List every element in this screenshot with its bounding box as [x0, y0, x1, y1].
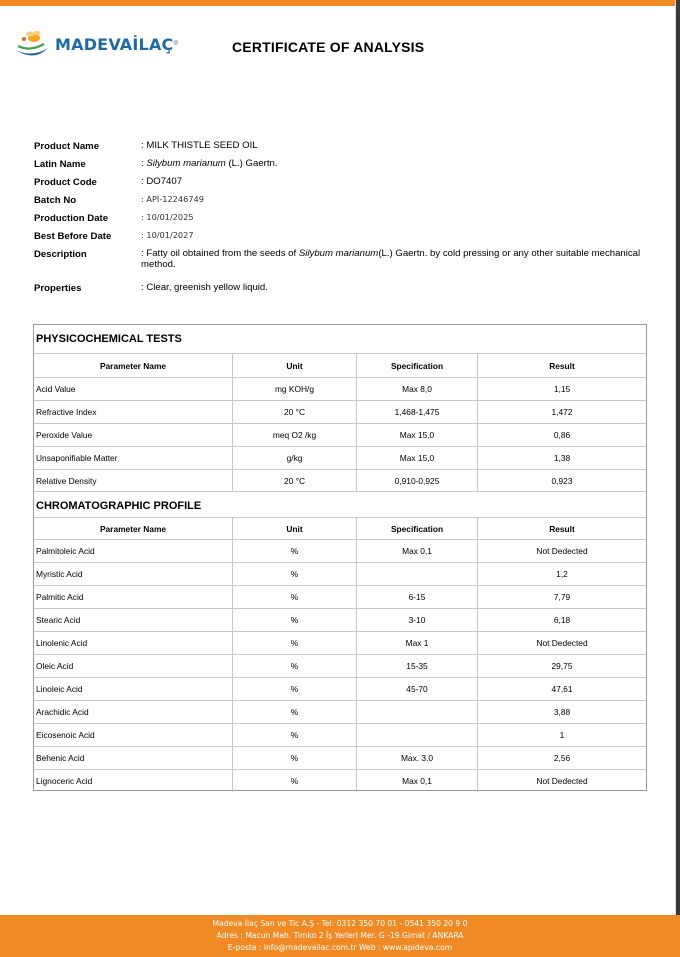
product-name-value: : MILK THISTLE SEED OIL: [141, 140, 258, 151]
specification-cell: Max 1: [357, 632, 478, 654]
result-cell: 3,88: [553, 707, 571, 717]
column-header: Unit: [233, 354, 357, 377]
table-row: [34, 700, 646, 723]
unit-cell: %: [233, 609, 357, 631]
parameter-cell: Acid Value: [34, 378, 233, 400]
properties-value: : Clear, greenish yellow liquid.: [141, 282, 268, 293]
description-row: [34, 247, 644, 281]
product-code-row: [34, 175, 644, 193]
latin-name-value: : Silybum marianum (L.) Gaertn.: [141, 158, 278, 169]
table-row: [34, 562, 646, 585]
result-cell: 29,75: [551, 661, 573, 671]
parameter-cell: Oleic Acid: [34, 655, 233, 677]
specification-cell: 0,910-0,925: [357, 470, 478, 492]
unit-cell: %: [233, 586, 357, 608]
product-name-label: Product Name: [34, 141, 100, 152]
table-row: [34, 608, 646, 631]
parameter-cell: Behenic Acid: [34, 747, 233, 769]
result-cell: 1: [559, 730, 565, 740]
result-cell: 1,15: [553, 384, 571, 394]
result-cell: Not Dedected: [536, 638, 588, 648]
table-row: [34, 423, 646, 446]
column-header: Result: [549, 523, 575, 534]
analysis-table: [33, 324, 647, 791]
bee-logo-icon: [12, 28, 52, 60]
result-cell: 1,38: [553, 453, 571, 463]
description-value: : Fatty oil obtained from the seeds of Silybum marianum(L.) Gaertn. by cold pressing or any other suitable mechanical method.: [141, 248, 641, 270]
unit-cell: %: [233, 770, 357, 792]
parameter-cell: Peroxide Value: [34, 424, 233, 446]
column-header: Unit: [233, 518, 357, 539]
result-cell: Not Dedected: [536, 546, 588, 556]
table-row: [34, 654, 646, 677]
result-cell: 47,61: [551, 684, 573, 694]
physicochemical-header-row: [34, 353, 646, 377]
specification-cell: Max. 3.0: [357, 747, 478, 769]
table-row: [34, 585, 646, 608]
footer-contact: Madeva İlaç San ve Tic A.Ş - Tel: 0312 350 70 01 - 0541 350 20 9 0: [212, 919, 468, 928]
page-edge-line: [675, 0, 676, 957]
parameter-cell: Unsaponifiable Matter: [34, 447, 233, 469]
table-row: [34, 377, 646, 400]
best-before-label: Best Before Date: [34, 231, 112, 242]
product-name-row: [34, 139, 644, 157]
unit-cell: %: [233, 540, 357, 562]
unit-cell: g/kg: [233, 447, 357, 469]
unit-cell: 20 °C: [233, 470, 357, 492]
table-row: [34, 631, 646, 654]
properties-label: Properties: [34, 283, 82, 294]
registered-mark: ®: [173, 41, 178, 47]
latin-name-row: [34, 157, 644, 175]
production-date-row: [34, 211, 644, 229]
company-logo: [12, 26, 182, 62]
parameter-cell: Linolenic Acid: [34, 632, 233, 654]
table-row: [34, 769, 646, 792]
result-cell: 0,86: [553, 430, 571, 440]
specification-cell: 1,468-1,475: [357, 401, 478, 423]
properties-row: [34, 281, 644, 299]
unit-cell: %: [233, 747, 357, 769]
specification-cell: 6-15: [357, 586, 478, 608]
table-row: [34, 469, 646, 492]
production-date-label: Production Date: [34, 213, 109, 224]
parameter-cell: Palmitic Acid: [34, 586, 233, 608]
unit-cell: mg KOH/g: [233, 378, 357, 400]
result-cell: 2,56: [553, 753, 571, 763]
description-label: Description: [34, 249, 87, 260]
footer-email-web: E-posta : info@madevailac.com.tr Web : www.apideva.com: [227, 943, 453, 952]
logo-text: MADEVAİLAÇ: [55, 34, 174, 54]
specification-cell: 45-70: [357, 678, 478, 700]
parameter-cell: Linoleic Acid: [34, 678, 233, 700]
result-cell: Not Dedected: [536, 776, 588, 786]
parameter-cell: Stearic Acid: [34, 609, 233, 631]
result-cell: 1,2: [556, 569, 568, 579]
unit-cell: %: [233, 655, 357, 677]
top-accent-bar: [0, 0, 680, 6]
product-info: [34, 139, 644, 299]
production-date-value: : 10/01/2025: [141, 212, 194, 222]
best-before-value: : 10/01/2027: [141, 230, 194, 240]
best-before-row: [34, 229, 644, 247]
result-cell: 6,18: [553, 615, 571, 625]
column-header: Parameter Name: [34, 354, 233, 377]
parameter-cell: Arachidic Acid: [34, 701, 233, 723]
result-cell: 0,923: [551, 476, 573, 486]
column-header: Specification: [357, 354, 478, 377]
specification-cell: 15-35: [357, 655, 478, 677]
result-cell: 1,472: [551, 407, 573, 417]
parameter-cell: Palmitoleic Acid: [34, 540, 233, 562]
specification-cell: Max 0,1: [357, 540, 478, 562]
unit-cell: %: [233, 701, 357, 723]
product-code-value: : DO7407: [141, 176, 183, 187]
unit-cell: %: [233, 678, 357, 700]
specification-cell: Max 0,1: [357, 770, 478, 792]
specification-cell: Max 8,0: [357, 378, 478, 400]
unit-cell: %: [233, 632, 357, 654]
column-header: Parameter Name: [34, 518, 233, 539]
footer: [0, 915, 680, 957]
latin-name-label: Latin Name: [34, 159, 86, 170]
batch-no-row: [34, 193, 644, 211]
chromatographic-title: CHROMATOGRAPHIC PROFILE: [34, 491, 646, 519]
parameter-cell: Myristic Acid: [34, 563, 233, 585]
table-row: [34, 400, 646, 423]
column-header: Specification: [357, 518, 478, 539]
table-row: [34, 677, 646, 700]
parameter-cell: Relative Density: [34, 470, 233, 492]
unit-cell: %: [233, 724, 357, 746]
product-code-label: Product Code: [34, 177, 97, 188]
parameter-cell: Eicosenoic Acid: [34, 724, 233, 746]
unit-cell: %: [233, 563, 357, 585]
specification-cell: 3-10: [357, 609, 478, 631]
unit-cell: 20 °C: [233, 401, 357, 423]
batch-no-label: Batch No: [34, 195, 77, 206]
physicochemical-title: PHYSICOCHEMICAL TESTS: [36, 333, 182, 345]
specification-cell: Max 15,0: [357, 447, 478, 469]
column-header: Result: [549, 360, 575, 371]
result-cell: 7,79: [553, 592, 571, 602]
unit-cell: meq O2 /kg: [233, 424, 357, 446]
page-edge: [676, 0, 680, 957]
footer-address: Adres : Macun Mah. Timko 2 İş Yerleri Mer. G -19 Gimat / ANKARA: [216, 931, 464, 940]
specification-cell: [357, 724, 478, 746]
parameter-cell: Refractive Index: [34, 401, 233, 423]
batch-no-value: : APİ-12246749: [141, 194, 204, 204]
table-row: [34, 746, 646, 769]
table-row: [34, 723, 646, 746]
specification-cell: Max 15,0: [357, 424, 478, 446]
parameter-cell: Lignoceric Acid: [34, 770, 233, 792]
table-row: [34, 446, 646, 469]
table-row: [34, 539, 646, 562]
specification-cell: [357, 563, 478, 585]
document-title: CERTIFICATE OF ANALYSIS: [232, 39, 425, 55]
specification-cell: [357, 701, 478, 723]
chromatographic-header-row: [34, 517, 646, 539]
